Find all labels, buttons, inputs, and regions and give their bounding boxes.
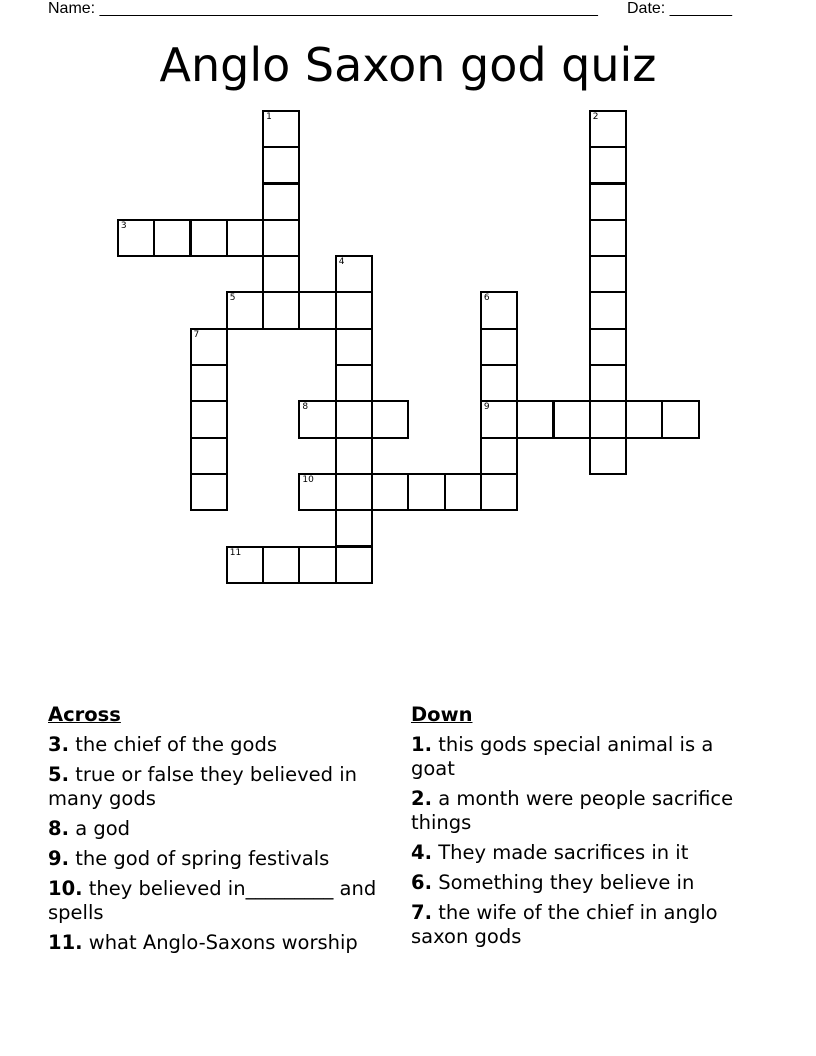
grid-cell[interactable]	[589, 437, 627, 475]
clue-number: 2.	[411, 787, 432, 810]
grid-cell[interactable]	[480, 364, 518, 402]
grid-cell[interactable]	[589, 183, 627, 221]
grid-cell[interactable]	[480, 291, 518, 329]
clue-text: They made sacrifices in it	[438, 841, 689, 864]
clue-text: the wife of the chief in anglo saxon gods	[411, 901, 718, 948]
grid-cell[interactable]	[371, 473, 409, 511]
grid-cell[interactable]	[407, 473, 445, 511]
across-clue	[48, 931, 393, 955]
clue-number: 6.	[411, 871, 432, 894]
grid-cell[interactable]	[190, 400, 228, 438]
across-clue	[48, 847, 393, 871]
date-field-label[interactable]: Date: _______	[627, 0, 732, 17]
grid-cell[interactable]	[371, 400, 409, 438]
clue-text: true or false they believed in many gods	[48, 763, 357, 810]
clue-text: a god	[75, 817, 131, 840]
grid-cell[interactable]	[589, 291, 627, 329]
across-clue-list	[48, 733, 393, 955]
across-heading: Across	[48, 703, 121, 726]
across-clue	[48, 763, 393, 811]
clue-text: a month were people sacrifice things	[411, 787, 734, 834]
clue-text: the god of spring festivals	[75, 847, 330, 870]
across-clue	[48, 817, 393, 841]
clue-number-label: 5	[229, 293, 236, 304]
grid-cell[interactable]	[298, 546, 336, 584]
grid-cell[interactable]	[589, 328, 627, 366]
grid-cell[interactable]	[262, 110, 300, 148]
clue-number: 5.	[48, 763, 69, 786]
grid-cell[interactable]	[589, 400, 627, 438]
grid-cell[interactable]	[226, 291, 264, 329]
down-clue-list	[411, 733, 741, 949]
clue-number: 9.	[48, 847, 69, 870]
clue-text: they believed in_________ and spells	[48, 877, 377, 924]
clue-text: Something they believe in	[438, 871, 695, 894]
grid-cell[interactable]	[226, 219, 264, 257]
grid-cell[interactable]	[480, 400, 518, 438]
clue-number-label: 10	[302, 474, 314, 485]
grid-cell[interactable]	[190, 328, 228, 366]
down-clue	[411, 787, 741, 835]
grid-cell[interactable]	[153, 219, 191, 257]
grid-cell[interactable]	[480, 473, 518, 511]
grid-cell[interactable]	[335, 255, 373, 293]
grid-cell[interactable]	[589, 146, 627, 184]
across-clues	[48, 703, 393, 961]
clue-number-label: 2	[592, 111, 599, 122]
grid-cell[interactable]	[190, 437, 228, 475]
grid-cell[interactable]	[589, 219, 627, 257]
clue-number: 11.	[48, 931, 83, 954]
grid-cell[interactable]	[226, 546, 264, 584]
grid-cell[interactable]	[589, 255, 627, 293]
grid-cell[interactable]	[298, 291, 336, 329]
grid-cell[interactable]	[335, 437, 373, 475]
clue-number: 10.	[48, 877, 83, 900]
grid-cell[interactable]	[190, 473, 228, 511]
clue-number-label: 1	[266, 111, 272, 122]
grid-cell[interactable]	[335, 509, 373, 547]
clue-number-label: 8	[302, 402, 309, 413]
grid-cell[interactable]	[262, 219, 300, 257]
grid-cell[interactable]	[335, 328, 373, 366]
grid-cell[interactable]	[480, 328, 518, 366]
clue-number-label: 11	[229, 547, 242, 558]
clue-number-label: 9	[483, 402, 490, 413]
clue-text: the chief of the gods	[75, 733, 277, 756]
clue-number: 3.	[48, 733, 69, 756]
grid-cell[interactable]	[262, 255, 300, 293]
down-clue	[411, 871, 741, 895]
grid-cell[interactable]	[262, 146, 300, 184]
down-clue	[411, 841, 741, 865]
grid-cell[interactable]	[335, 364, 373, 402]
grid-cell[interactable]	[335, 473, 373, 511]
clue-number: 4.	[411, 841, 432, 864]
grid-cell[interactable]	[516, 400, 554, 438]
clue-text: what Anglo-Saxons worship	[88, 931, 358, 954]
grid-cell[interactable]	[117, 219, 155, 257]
down-heading: Down	[411, 703, 473, 726]
clue-number-label: 6	[483, 293, 490, 304]
clue-text: this gods special animal is a goat	[411, 733, 714, 780]
grid-cell[interactable]	[625, 400, 663, 438]
grid-cell[interactable]	[589, 110, 627, 148]
down-clue	[411, 901, 741, 949]
grid-cell[interactable]	[335, 291, 373, 329]
grid-cell[interactable]	[262, 546, 300, 584]
grid-cell[interactable]	[298, 400, 336, 438]
name-field-label[interactable]: Name: ________________________________________________________	[48, 0, 598, 17]
grid-cell[interactable]	[298, 473, 336, 511]
clue-number-label: 3	[120, 220, 127, 231]
grid-cell[interactable]	[553, 400, 591, 438]
grid-cell[interactable]	[262, 183, 300, 221]
grid-cell[interactable]	[480, 437, 518, 475]
grid-cell[interactable]	[335, 546, 373, 584]
down-clues	[411, 703, 741, 955]
clue-number-label: 4	[338, 257, 345, 268]
across-clue	[48, 733, 393, 757]
grid-cell[interactable]	[335, 400, 373, 438]
across-clue	[48, 877, 393, 925]
clue-number: 8.	[48, 817, 69, 840]
clue-number: 1.	[411, 733, 432, 756]
grid-cell[interactable]	[589, 364, 627, 402]
clue-number: 7.	[411, 901, 432, 924]
down-clue	[411, 733, 741, 781]
grid-cell[interactable]	[444, 473, 482, 511]
grid-cell[interactable]	[190, 219, 228, 257]
grid-cell[interactable]	[661, 400, 699, 438]
clue-number-label: 7	[193, 329, 200, 340]
grid-cell[interactable]	[262, 291, 300, 329]
grid-cell[interactable]	[190, 364, 228, 402]
page-title: Anglo Saxon god quiz	[159, 38, 657, 92]
